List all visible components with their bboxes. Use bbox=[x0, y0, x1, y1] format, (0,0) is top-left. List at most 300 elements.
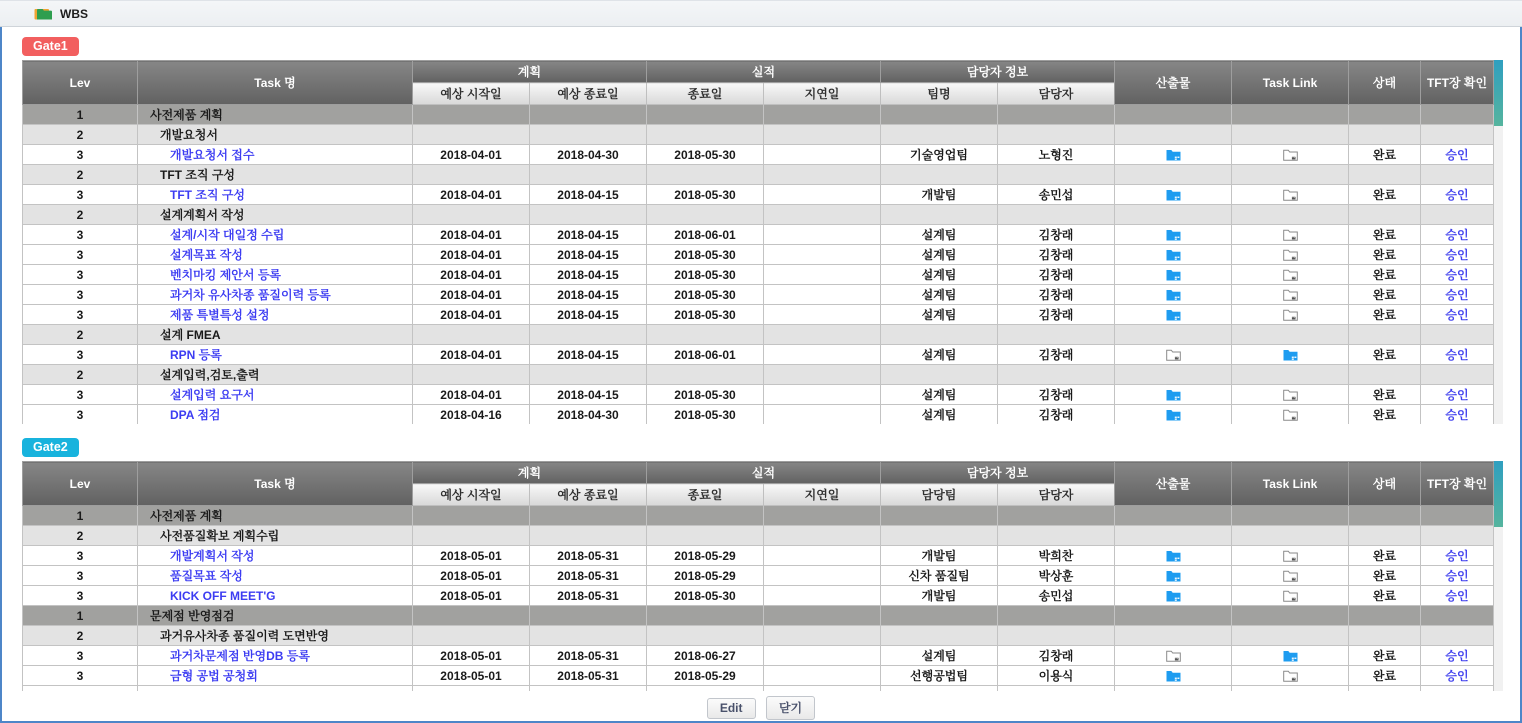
task-link-cell bbox=[1232, 265, 1349, 285]
folder-gray-icon[interactable] bbox=[1283, 229, 1298, 241]
confirm-cell bbox=[1421, 586, 1494, 606]
person-cell: 김창래 bbox=[998, 646, 1115, 666]
table-row bbox=[23, 345, 1494, 365]
task-name-cell bbox=[138, 405, 413, 425]
lev-cell: 3 bbox=[23, 225, 138, 245]
plan-start-cell: 2018-05-01 bbox=[413, 566, 530, 586]
col-lev: Lev bbox=[23, 462, 138, 506]
plan-start-cell: 2018-05-01 bbox=[413, 586, 530, 606]
actual-end-cell bbox=[647, 205, 764, 225]
col-plan-end: 예상 종료일 bbox=[530, 484, 647, 506]
plan-start-cell: 2018-04-01 bbox=[413, 225, 530, 245]
task-link-cell bbox=[1232, 245, 1349, 265]
actual-end-cell: 2018-05-30 bbox=[647, 285, 764, 305]
deliverable-cell bbox=[1115, 265, 1232, 285]
deliverable-cell bbox=[1115, 506, 1232, 526]
confirm-cell bbox=[1421, 105, 1494, 125]
person-cell bbox=[998, 506, 1115, 526]
task-name-cell bbox=[138, 305, 413, 325]
table-row bbox=[23, 285, 1494, 305]
delay-cell bbox=[764, 245, 881, 265]
status-cell: 완료 bbox=[1349, 225, 1421, 245]
task-name-link[interactable]: TFT 조직 구성 bbox=[170, 188, 246, 202]
deliverable-cell bbox=[1115, 666, 1232, 686]
actual-end-cell: 2018-05-30 bbox=[647, 586, 764, 606]
person-cell bbox=[998, 105, 1115, 125]
task-name-cell bbox=[138, 265, 413, 285]
lev-cell: 2 bbox=[23, 205, 138, 225]
table-row bbox=[23, 145, 1494, 165]
team-cell bbox=[881, 626, 998, 646]
confirm-cell bbox=[1421, 546, 1494, 566]
deliverable-cell bbox=[1115, 686, 1232, 692]
actual-end-cell: 2018-05-29 bbox=[647, 566, 764, 586]
col-tft-confirm: TFT장 확인 bbox=[1421, 462, 1494, 506]
plan-end-cell: 2018-05-31 bbox=[530, 566, 647, 586]
task-name-link[interactable]: 금형 공법 공청회 bbox=[170, 669, 258, 683]
folder-blue-icon[interactable] bbox=[1166, 309, 1181, 321]
deliverable-cell bbox=[1115, 526, 1232, 546]
approve-link[interactable]: 승인 bbox=[1445, 569, 1469, 583]
task-link-cell bbox=[1232, 566, 1349, 586]
confirm-cell bbox=[1421, 506, 1494, 526]
plan-start-cell bbox=[413, 365, 530, 385]
delay-cell bbox=[764, 606, 881, 626]
actual-end-cell bbox=[647, 365, 764, 385]
actual-end-cell: 2018-05-30 bbox=[647, 145, 764, 165]
folder-blue-icon[interactable] bbox=[1166, 389, 1181, 401]
actual-end-cell: 2018-06-01 bbox=[647, 225, 764, 245]
folder-blue-icon[interactable] bbox=[1166, 409, 1181, 421]
team-cell bbox=[881, 205, 998, 225]
task-name-link[interactable]: 개발요청서 접수 bbox=[170, 148, 255, 162]
person-cell: 송민섭 bbox=[998, 185, 1115, 205]
col-task-link: Task Link bbox=[1232, 61, 1349, 105]
folder-gray-icon[interactable] bbox=[1283, 289, 1298, 301]
approve-link[interactable]: 승인 bbox=[1445, 188, 1469, 202]
footer-buttons bbox=[2, 696, 1520, 720]
folder-blue-icon[interactable] bbox=[1166, 229, 1181, 241]
actual-end-cell: 2018-05-29 bbox=[647, 546, 764, 566]
approve-link[interactable]: 승인 bbox=[1445, 649, 1469, 663]
table-row bbox=[23, 686, 1494, 692]
team-cell: 설계팀 bbox=[881, 285, 998, 305]
delay-cell bbox=[764, 285, 881, 305]
task-name-cell bbox=[138, 686, 413, 692]
scrollbar-thumb[interactable] bbox=[1494, 461, 1503, 527]
plan-end-cell bbox=[530, 325, 647, 345]
task-name-link[interactable]: 과거차문제점 반영DB 등록 bbox=[170, 649, 310, 663]
lev-cell: 2 bbox=[23, 325, 138, 345]
status-cell: 완료 bbox=[1349, 305, 1421, 325]
status-cell bbox=[1349, 526, 1421, 546]
plan-end-cell bbox=[530, 205, 647, 225]
plan-start-cell: 2018-05-01 bbox=[413, 666, 530, 686]
status-cell bbox=[1349, 626, 1421, 646]
confirm-cell bbox=[1421, 125, 1494, 145]
content-frame bbox=[0, 27, 1522, 723]
vertical-scrollbar[interactable] bbox=[1494, 60, 1503, 424]
scrollbar-thumb[interactable] bbox=[1494, 60, 1503, 126]
team-cell bbox=[881, 686, 998, 692]
approve-link[interactable]: 승인 bbox=[1445, 308, 1469, 322]
team-cell: 설계팀 bbox=[881, 305, 998, 325]
plan-end-cell bbox=[530, 606, 647, 626]
lev-cell: 3 bbox=[23, 285, 138, 305]
folder-blue-icon[interactable] bbox=[1166, 189, 1181, 201]
plan-start-cell: 2018-04-01 bbox=[413, 185, 530, 205]
task-name-link[interactable]: 벤치마킹 제안서 등록 bbox=[170, 268, 281, 282]
folder-gray-icon[interactable] bbox=[1166, 650, 1181, 662]
lev-cell: 3 bbox=[23, 305, 138, 325]
approve-link[interactable]: 승인 bbox=[1445, 408, 1469, 422]
status-cell: 완료 bbox=[1349, 586, 1421, 606]
edit-button[interactable]: Edit bbox=[707, 698, 756, 719]
actual-end-cell bbox=[647, 526, 764, 546]
plan-start-cell: 2018-04-01 bbox=[413, 345, 530, 365]
col-team: 팀명 bbox=[881, 83, 998, 105]
task-name-cell bbox=[138, 285, 413, 305]
status-cell bbox=[1349, 205, 1421, 225]
task-name-link[interactable]: 설계목표 작성 bbox=[170, 248, 243, 262]
table-row bbox=[23, 606, 1494, 626]
plan-end-cell bbox=[530, 165, 647, 185]
plan-end-cell bbox=[530, 506, 647, 526]
vertical-scrollbar[interactable] bbox=[1494, 461, 1503, 691]
status-cell bbox=[1349, 165, 1421, 185]
actual-end-cell bbox=[647, 606, 764, 626]
plan-start-cell bbox=[413, 526, 530, 546]
folder-gray-icon[interactable] bbox=[1283, 389, 1298, 401]
folder-gray-icon[interactable] bbox=[1166, 349, 1181, 361]
task-link-cell bbox=[1232, 305, 1349, 325]
task-name-link[interactable]: 품질목표 작성 bbox=[170, 569, 243, 583]
lev-cell: 3 bbox=[23, 145, 138, 165]
table-row bbox=[23, 305, 1494, 325]
col-actual-end: 종료일 bbox=[647, 484, 764, 506]
table-row bbox=[23, 385, 1494, 405]
plan-end-cell: 2018-04-15 bbox=[530, 185, 647, 205]
confirm-cell bbox=[1421, 365, 1494, 385]
task-name-cell bbox=[138, 145, 413, 165]
lev-cell: 3 bbox=[23, 646, 138, 666]
actual-end-cell bbox=[647, 125, 764, 145]
task-link-cell bbox=[1232, 385, 1349, 405]
plan-end-cell: 2018-04-30 bbox=[530, 145, 647, 165]
task-name-link[interactable]: RPN 등록 bbox=[170, 348, 222, 362]
actual-end-cell: 2018-05-30 bbox=[647, 265, 764, 285]
plan-end-cell bbox=[530, 686, 647, 692]
folder-gray-icon[interactable] bbox=[1283, 409, 1298, 421]
plan-end-cell: 2018-04-15 bbox=[530, 385, 647, 405]
plan-end-cell: 2018-04-15 bbox=[530, 345, 647, 365]
team-cell bbox=[881, 526, 998, 546]
deliverable-cell bbox=[1115, 185, 1232, 205]
folder-blue-icon[interactable] bbox=[1166, 550, 1181, 562]
approve-link[interactable]: 승인 bbox=[1445, 669, 1469, 683]
task-name-cell: 설계입력,검토,출력 bbox=[138, 365, 413, 385]
status-cell: 완료 bbox=[1349, 566, 1421, 586]
team-cell: 선행공법팀 bbox=[881, 666, 998, 686]
actual-end-cell: 2018-05-29 bbox=[647, 666, 764, 686]
status-cell bbox=[1349, 365, 1421, 385]
task-link-cell bbox=[1232, 646, 1349, 666]
deliverable-cell bbox=[1115, 105, 1232, 125]
delay-cell bbox=[764, 586, 881, 606]
folder-blue-icon[interactable] bbox=[1283, 650, 1298, 662]
col-group-owner: 담당자 정보 bbox=[881, 462, 1115, 484]
task-name-cell: 사전제품 계획 bbox=[138, 506, 413, 526]
gate2-badge: Gate2 bbox=[22, 438, 79, 457]
deliverable-cell bbox=[1115, 125, 1232, 145]
folder-blue-icon[interactable] bbox=[1166, 670, 1181, 682]
person-cell bbox=[998, 325, 1115, 345]
task-name-cell bbox=[138, 345, 413, 365]
task-name-cell: 설계 FMEA bbox=[138, 325, 413, 345]
task-name-cell bbox=[138, 546, 413, 566]
task-link-cell bbox=[1232, 125, 1349, 145]
confirm-cell bbox=[1421, 245, 1494, 265]
lev-cell: 3 bbox=[23, 245, 138, 265]
table-row bbox=[23, 325, 1494, 345]
task-name-cell bbox=[138, 385, 413, 405]
task-name-cell: 설계계획서 작성 bbox=[138, 205, 413, 225]
delay-cell bbox=[764, 666, 881, 686]
task-name-cell bbox=[138, 566, 413, 586]
folder-gray-icon[interactable] bbox=[1283, 550, 1298, 562]
delay-cell bbox=[764, 185, 881, 205]
status-cell: 완료 bbox=[1349, 405, 1421, 425]
plan-start-cell: 2018-04-01 bbox=[413, 305, 530, 325]
folder-blue-icon[interactable] bbox=[1166, 590, 1181, 602]
task-link-cell bbox=[1232, 285, 1349, 305]
team-cell: 설계팀 bbox=[881, 345, 998, 365]
deliverable-cell bbox=[1115, 405, 1232, 425]
plan-end-cell bbox=[530, 626, 647, 646]
col-plan-end: 예상 종료일 bbox=[530, 83, 647, 105]
plan-start-cell bbox=[413, 125, 530, 145]
approve-link[interactable]: 승인 bbox=[1445, 388, 1469, 402]
person-cell: 김창래 bbox=[998, 385, 1115, 405]
table-row bbox=[23, 245, 1494, 265]
approve-link[interactable]: 승인 bbox=[1445, 268, 1469, 282]
person-cell bbox=[998, 205, 1115, 225]
folder-gray-icon[interactable] bbox=[1283, 189, 1298, 201]
gate2-section bbox=[22, 438, 1520, 691]
confirm-cell bbox=[1421, 225, 1494, 245]
folder-blue-icon[interactable] bbox=[1166, 269, 1181, 281]
status-cell: 완료 bbox=[1349, 646, 1421, 666]
confirm-cell bbox=[1421, 305, 1494, 325]
confirm-cell bbox=[1421, 626, 1494, 646]
col-status: 상태 bbox=[1349, 61, 1421, 105]
task-name-cell bbox=[138, 225, 413, 245]
deliverable-cell bbox=[1115, 305, 1232, 325]
approve-link[interactable]: 승인 bbox=[1445, 228, 1469, 242]
status-cell: 완료 bbox=[1349, 546, 1421, 566]
actual-end-cell: 2018-06-01 bbox=[647, 345, 764, 365]
team-cell: 설계팀 bbox=[881, 265, 998, 285]
gate2-table bbox=[22, 461, 1494, 691]
team-cell bbox=[881, 165, 998, 185]
task-name-cell: TFT 조직 구성 bbox=[138, 165, 413, 185]
team-cell: 개발팀 bbox=[881, 586, 998, 606]
confirm-cell bbox=[1421, 566, 1494, 586]
folder-gray-icon[interactable] bbox=[1283, 570, 1298, 582]
task-name-link[interactable]: 설계/시작 대일정 수립 bbox=[170, 228, 285, 242]
task-link-cell bbox=[1232, 586, 1349, 606]
folder-gray-icon[interactable] bbox=[1283, 249, 1298, 261]
folder-gray-icon[interactable] bbox=[1283, 309, 1298, 321]
plan-start-cell bbox=[413, 165, 530, 185]
approve-link[interactable]: 승인 bbox=[1445, 148, 1469, 162]
task-name-link[interactable]: 과거차 유사차종 품질이력 등록 bbox=[170, 288, 331, 302]
deliverable-cell bbox=[1115, 385, 1232, 405]
status-cell: 완료 bbox=[1349, 145, 1421, 165]
col-group-owner: 담당자 정보 bbox=[881, 61, 1115, 83]
task-link-cell bbox=[1232, 606, 1349, 626]
actual-end-cell: 2018-05-30 bbox=[647, 245, 764, 265]
folder-gray-icon[interactable] bbox=[1283, 269, 1298, 281]
plan-end-cell bbox=[530, 365, 647, 385]
task-link-cell bbox=[1232, 345, 1349, 365]
task-link-cell bbox=[1232, 165, 1349, 185]
folder-blue-icon[interactable] bbox=[1166, 570, 1181, 582]
actual-end-cell: 2018-05-30 bbox=[647, 405, 764, 425]
deliverable-cell bbox=[1115, 285, 1232, 305]
team-cell: 설계팀 bbox=[881, 385, 998, 405]
col-delay: 지연일 bbox=[764, 484, 881, 506]
task-name-link[interactable]: KICK OFF MEET'G bbox=[170, 588, 276, 603]
lev-cell: 3 bbox=[23, 546, 138, 566]
plan-end-cell: 2018-04-15 bbox=[530, 285, 647, 305]
col-delay: 지연일 bbox=[764, 83, 881, 105]
confirm-cell bbox=[1421, 686, 1494, 692]
lev-cell: 3 bbox=[23, 265, 138, 285]
folder-blue-icon[interactable] bbox=[1283, 349, 1298, 361]
confirm-cell bbox=[1421, 325, 1494, 345]
task-name-cell bbox=[138, 245, 413, 265]
person-cell: 김창래 bbox=[998, 345, 1115, 365]
person-cell: 박희찬 bbox=[998, 546, 1115, 566]
confirm-cell bbox=[1421, 145, 1494, 165]
task-link-cell bbox=[1232, 626, 1349, 646]
delay-cell bbox=[764, 566, 881, 586]
folder-gray-icon[interactable] bbox=[1283, 590, 1298, 602]
deliverable-cell bbox=[1115, 566, 1232, 586]
table-row bbox=[23, 185, 1494, 205]
task-name-cell: 과거유사차종 품질이력 도면반영 bbox=[138, 626, 413, 646]
task-name-link[interactable]: 설계입력 요구서 bbox=[170, 388, 255, 402]
delay-cell bbox=[764, 506, 881, 526]
approve-link[interactable]: 승인 bbox=[1445, 589, 1469, 603]
table-row bbox=[23, 666, 1494, 686]
plan-start-cell: 2018-04-01 bbox=[413, 385, 530, 405]
folder-blue-icon[interactable] bbox=[1166, 149, 1181, 161]
task-link-cell bbox=[1232, 105, 1349, 125]
confirm-cell bbox=[1421, 185, 1494, 205]
table-row bbox=[23, 225, 1494, 245]
task-link-cell bbox=[1232, 145, 1349, 165]
actual-end-cell bbox=[647, 325, 764, 345]
approve-link[interactable]: 승인 bbox=[1445, 288, 1469, 302]
approve-link[interactable]: 승인 bbox=[1445, 549, 1469, 563]
table-row bbox=[23, 646, 1494, 666]
task-name-cell bbox=[138, 185, 413, 205]
plan-start-cell bbox=[413, 105, 530, 125]
gate1-section bbox=[22, 37, 1520, 424]
person-cell: 김창래 bbox=[998, 245, 1115, 265]
deliverable-cell bbox=[1115, 345, 1232, 365]
team-cell: 설계팀 bbox=[881, 405, 998, 425]
delay-cell bbox=[764, 305, 881, 325]
gate1-table bbox=[22, 60, 1494, 424]
lev-cell: 2 bbox=[23, 365, 138, 385]
task-link-cell bbox=[1232, 205, 1349, 225]
task-name-link[interactable]: DPA 점검 bbox=[170, 408, 221, 422]
confirm-cell bbox=[1421, 205, 1494, 225]
lev-cell: 3 bbox=[23, 185, 138, 205]
task-name-link[interactable]: 개발계획서 작성 bbox=[170, 549, 255, 563]
folder-gray-icon[interactable] bbox=[1283, 149, 1298, 161]
confirm-cell bbox=[1421, 165, 1494, 185]
col-group-actual: 실적 bbox=[647, 462, 881, 484]
deliverable-cell bbox=[1115, 606, 1232, 626]
person-cell bbox=[998, 526, 1115, 546]
task-link-cell bbox=[1232, 546, 1349, 566]
folder-blue-icon[interactable] bbox=[1166, 249, 1181, 261]
delay-cell bbox=[764, 686, 881, 692]
actual-end-cell: 2018-05-30 bbox=[647, 385, 764, 405]
task-name-link[interactable]: 제품 특별특성 설정 bbox=[170, 308, 270, 322]
task-link-cell bbox=[1232, 365, 1349, 385]
deliverable-cell bbox=[1115, 546, 1232, 566]
confirm-cell bbox=[1421, 526, 1494, 546]
person-cell: 김창래 bbox=[998, 305, 1115, 325]
confirm-cell bbox=[1421, 385, 1494, 405]
delay-cell bbox=[764, 265, 881, 285]
person-cell bbox=[998, 165, 1115, 185]
delay-cell bbox=[764, 225, 881, 245]
approve-link[interactable]: 승인 bbox=[1445, 248, 1469, 262]
lev-cell: 1 bbox=[23, 606, 138, 626]
approve-link[interactable]: 승인 bbox=[1445, 348, 1469, 362]
person-cell bbox=[998, 626, 1115, 646]
lev-cell: 3 bbox=[23, 405, 138, 425]
actual-end-cell bbox=[647, 626, 764, 646]
task-link-cell bbox=[1232, 405, 1349, 425]
plan-start-cell bbox=[413, 626, 530, 646]
col-task-name: Task 명 bbox=[138, 462, 413, 506]
task-link-cell bbox=[1232, 526, 1349, 546]
person-cell: 박상훈 bbox=[998, 566, 1115, 586]
status-cell bbox=[1349, 686, 1421, 692]
person-cell bbox=[998, 606, 1115, 626]
task-name-cell: 사전제품 계획 bbox=[138, 105, 413, 125]
window-title-bar bbox=[0, 0, 1522, 27]
status-cell: 완료 bbox=[1349, 185, 1421, 205]
folder-gray-icon[interactable] bbox=[1283, 670, 1298, 682]
col-group-actual: 실적 bbox=[647, 61, 881, 83]
folder-blue-icon[interactable] bbox=[1166, 289, 1181, 301]
task-name-cell: 사전품질확보 계획수립 bbox=[138, 526, 413, 546]
lev-cell: 1 bbox=[23, 105, 138, 125]
plan-start-cell: 2018-04-01 bbox=[413, 265, 530, 285]
confirm-cell bbox=[1421, 345, 1494, 365]
status-cell: 완료 bbox=[1349, 385, 1421, 405]
plan-start-cell: 2018-04-01 bbox=[413, 285, 530, 305]
close-button[interactable]: 닫기 bbox=[766, 696, 815, 720]
